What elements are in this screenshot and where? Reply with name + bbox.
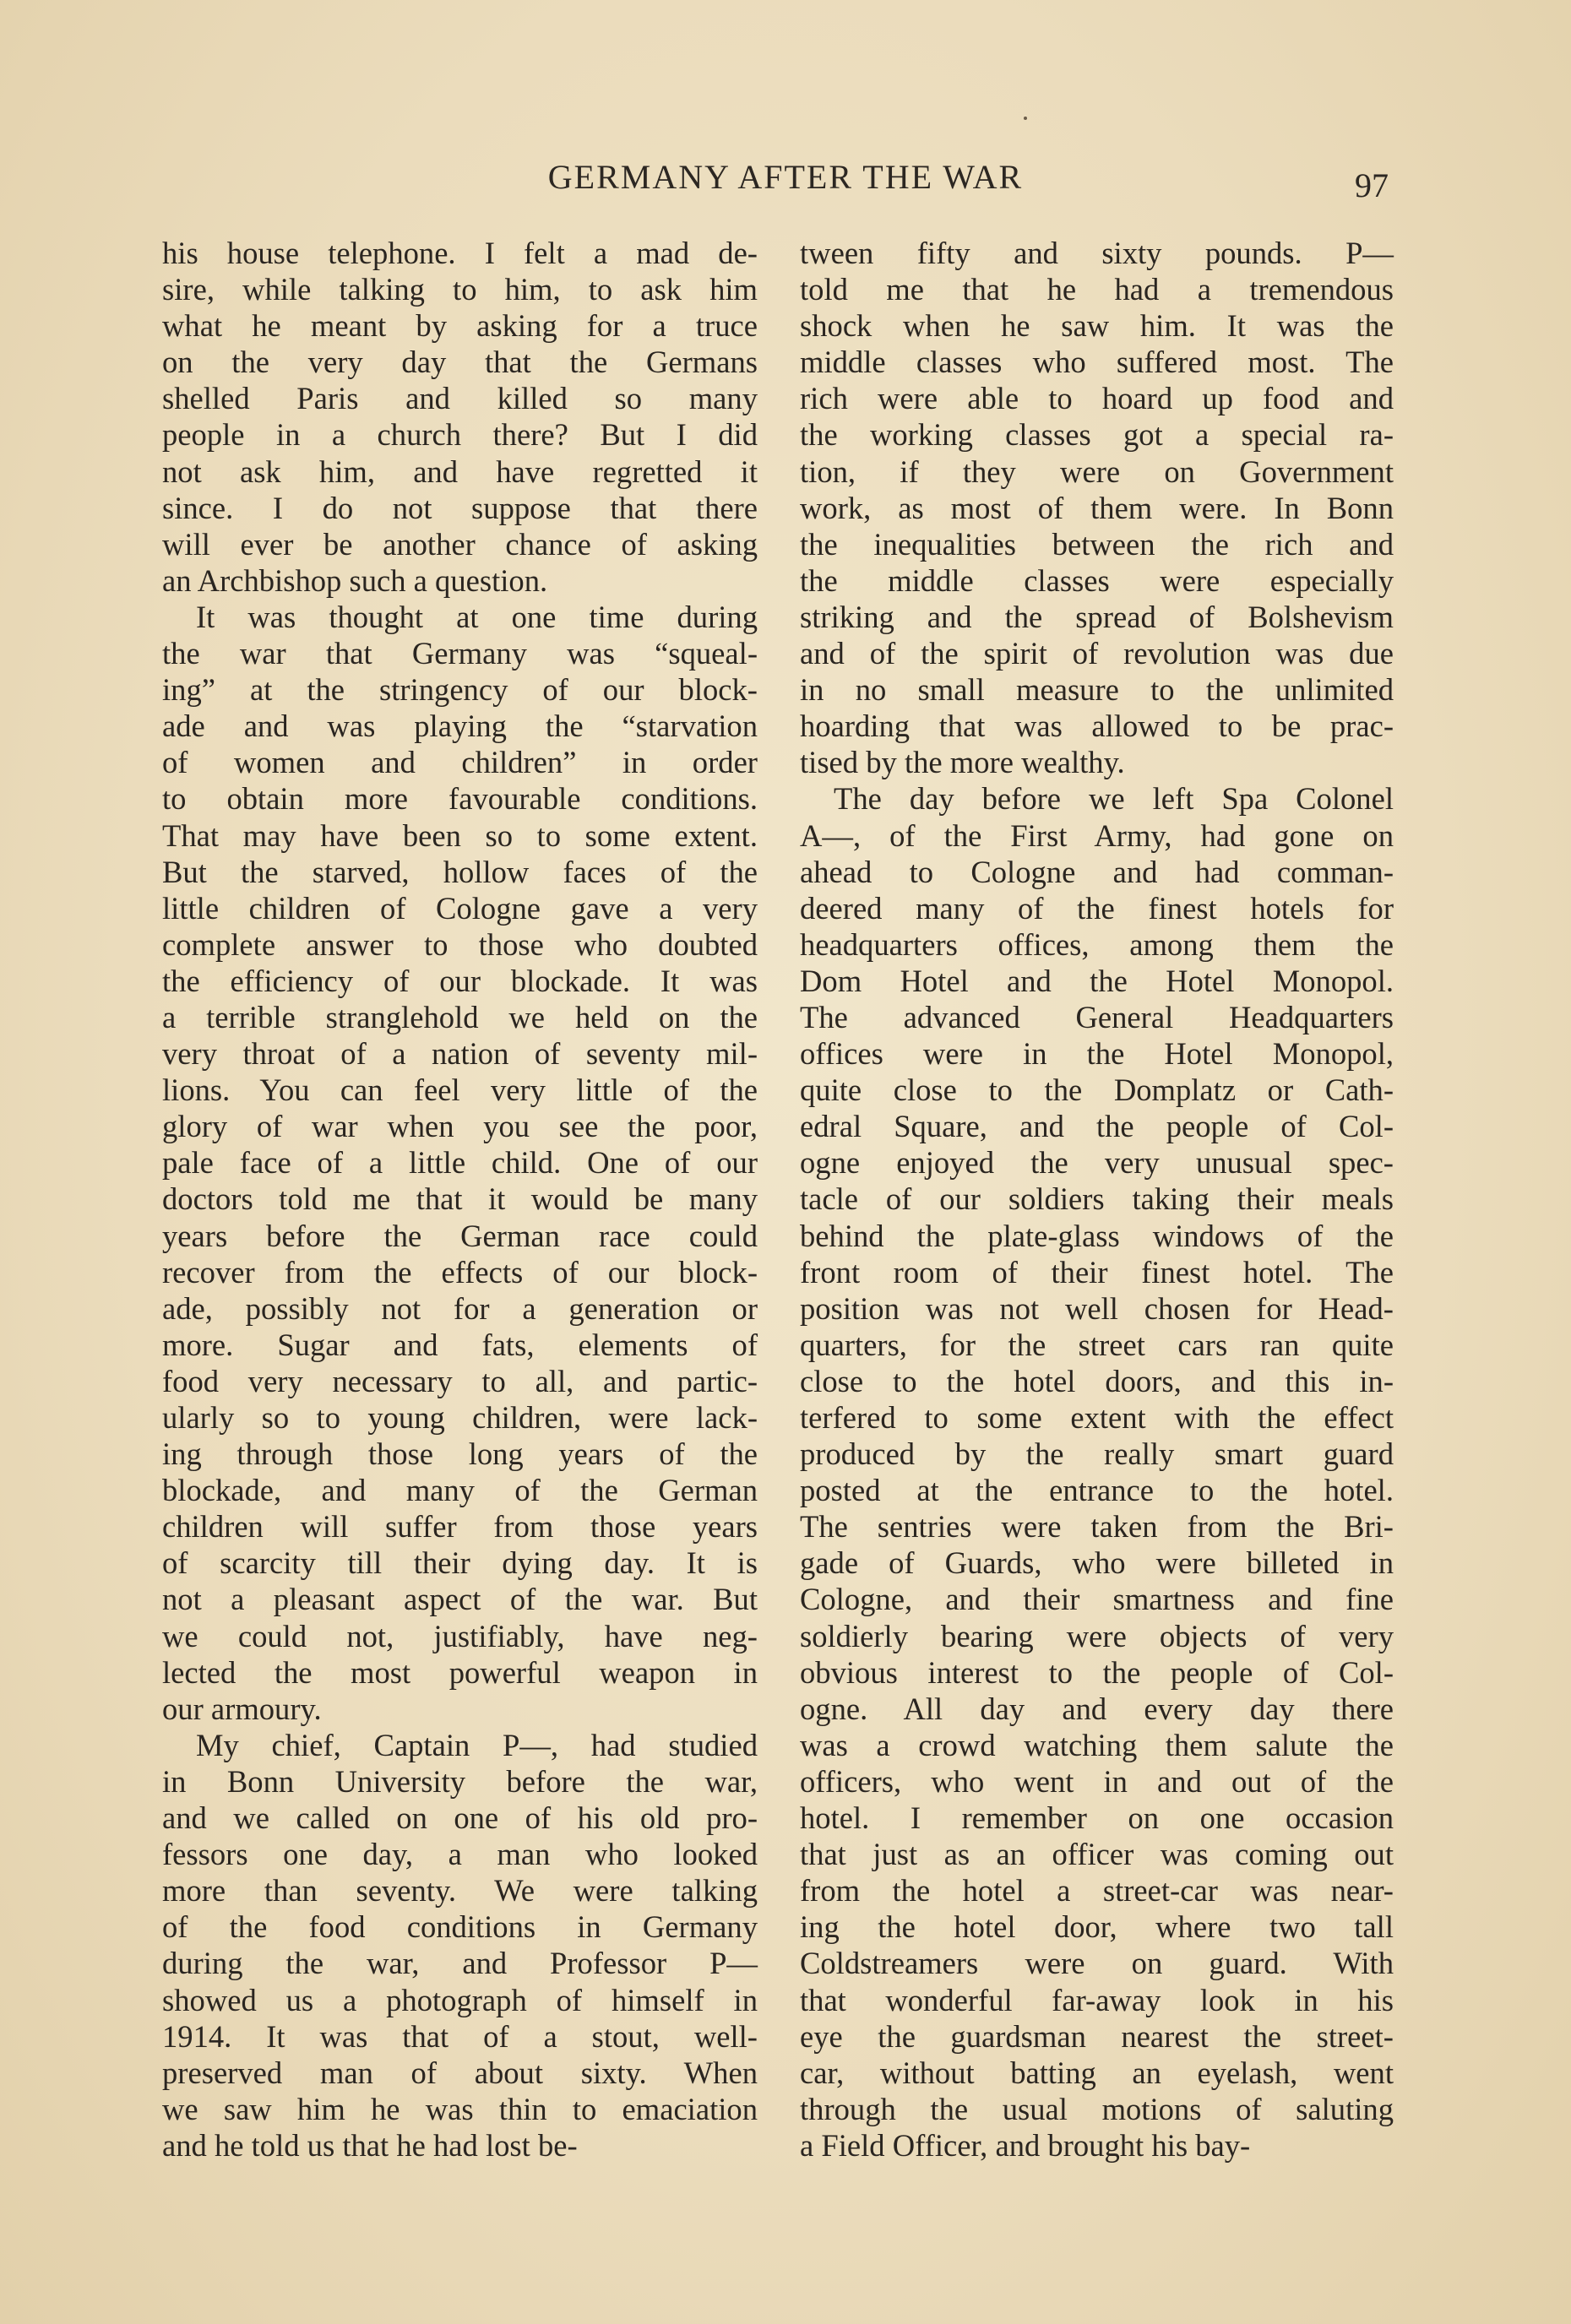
page-number: 97 <box>1355 166 1389 204</box>
text-line: Cologne, and their smartness and fine <box>800 1582 1394 1617</box>
text-line: But the starved, hollow faces of the <box>162 854 758 889</box>
text-line: people in a church there? But I did <box>162 417 758 453</box>
text-line: quite close to the Domplatz or Cath- <box>800 1072 1394 1108</box>
text-line: very throat of a nation of seventy mil- <box>162 1036 758 1072</box>
text-line: That may have been so to some extent. <box>162 817 758 853</box>
text-line: to obtain more favourable conditions. <box>162 781 758 817</box>
text-line: The day before we left Spa Colonel <box>834 781 1394 817</box>
text-line: showed us a photograph of himself in <box>162 1982 758 2017</box>
text-line: preserved man of about sixty. When <box>162 2055 758 2090</box>
text-line: sire, while talking to him, to ask him <box>162 272 758 307</box>
text-line: tacle of our soldiers taking their meals <box>800 1181 1394 1217</box>
text-line: that wonderful far-away look in his <box>800 1982 1394 2017</box>
text-line: the middle classes were especially <box>800 562 1394 598</box>
text-line: blockade, and many of the German <box>162 1473 758 1508</box>
text-line: more. Sugar and fats, elements of <box>162 1327 758 1362</box>
text-line: an Archbishop such a question. <box>162 562 548 598</box>
text-line: officers, who went in and out of the <box>800 1763 1394 1799</box>
text-line: not a pleasant aspect of the war. But <box>162 1582 758 1617</box>
text-line: recover from the effects of our block- <box>162 1254 758 1290</box>
text-line: A—, of the First Army, had gone on <box>800 817 1394 853</box>
text-line: complete answer to those who doubted <box>162 926 758 962</box>
text-line: shock when he saw him. It was the <box>800 308 1394 344</box>
text-line: My chief, Captain P—, had studied <box>196 1727 758 1762</box>
text-line: ogne. All day and every day there <box>800 1691 1394 1726</box>
paper-speck <box>1024 117 1027 120</box>
text-line: was a crowd watching them salute the <box>800 1727 1394 1762</box>
text-line: Coldstreamers were on guard. With <box>800 1946 1394 1981</box>
text-line: tion, if they were on Government <box>800 453 1394 489</box>
text-line: on the very day that the Germans <box>162 345 758 380</box>
text-line: front room of their finest hotel. The <box>800 1254 1394 1290</box>
text-line: Dom Hotel and the Hotel Monopol. <box>800 963 1394 998</box>
text-line: ing” at the stringency of our block- <box>162 672 758 708</box>
text-line: work, as most of them were. In Bonn <box>800 490 1394 525</box>
text-line: and of the spirit of revolution was due <box>800 636 1394 671</box>
text-line: 1914. It was that of a stout, well- <box>162 2018 758 2054</box>
text-line: offices were in the Hotel Monopol, <box>800 1036 1394 1072</box>
text-line: and he told us that he had lost be- <box>162 2127 578 2163</box>
text-line: edral Square, and the people of Col- <box>800 1109 1394 1144</box>
text-line: food very necessary to all, and partic- <box>162 1363 758 1398</box>
text-line: of women and children” in order <box>162 745 758 780</box>
text-line: rich were able to hoard up food and <box>800 381 1394 416</box>
text-line: his house telephone. I felt a mad de- <box>162 236 758 270</box>
text-line: we could not, justifiably, have neg- <box>162 1618 758 1653</box>
text-line: lected the most powerful weapon in <box>162 1654 758 1690</box>
text-line: position was not well chosen for Head- <box>800 1290 1394 1326</box>
text-line: pale face of a little child. One of our <box>162 1145 758 1181</box>
text-line: ularly so to young children, were lack- <box>162 1400 758 1435</box>
text-line: fessors one day, a man who looked <box>162 1837 758 1872</box>
left-column <box>162 235 758 2164</box>
text-line: quarters, for the street cars ran quite <box>800 1327 1394 1362</box>
text-line: eye the guardsman nearest the street- <box>800 2018 1394 2054</box>
text-line: soldierly bearing were objects of very <box>800 1618 1394 1653</box>
text-line: the inequalities between the rich and <box>800 526 1394 562</box>
text-line: tised by the more wealthy. <box>800 745 1125 780</box>
text-line: It was thought at one time during <box>196 599 758 634</box>
text-line: glory of war when you see the poor, <box>162 1109 758 1144</box>
text-line: doctors told me that it would be many <box>162 1181 758 1217</box>
text-line: behind the plate-glass windows of the <box>800 1218 1394 1253</box>
text-line: in no small measure to the unlimited <box>800 672 1394 708</box>
text-line: more than seventy. We were talking <box>162 1873 758 1909</box>
text-line: striking and the spread of Bolshevism <box>800 599 1394 634</box>
text-line: little children of Cologne gave a very <box>162 890 758 926</box>
text-line: a terrible stranglehold we held on the <box>162 999 758 1034</box>
text-line: ade and was playing the “starvation <box>162 709 758 744</box>
text-line: of scarcity till their dying day. It is <box>162 1545 758 1581</box>
text-line: ogne enjoyed the very unusual spec- <box>800 1145 1394 1181</box>
text-line: through the usual motions of saluting <box>800 2091 1394 2126</box>
text-line: we saw him he was thin to emaciation <box>162 2091 758 2126</box>
text-line: years before the German race could <box>162 1218 758 1253</box>
text-line: will ever be another chance of asking <box>162 526 758 562</box>
text-line: children will suffer from those years <box>162 1509 758 1545</box>
text-line: that just as an officer was coming out <box>800 1837 1394 1872</box>
text-line: hoarding that was allowed to be prac- <box>800 709 1394 744</box>
text-line: posted at the entrance to the hotel. <box>800 1473 1394 1508</box>
text-line: not ask him, and have regretted it <box>162 453 758 489</box>
text-line: hotel. I remember on one occasion <box>800 1800 1394 1836</box>
text-line: what he meant by asking for a truce <box>162 308 758 344</box>
text-line: our armoury. <box>162 1691 322 1726</box>
text-line: terfered to some extent with the effect <box>800 1400 1394 1435</box>
text-line: from the hotel a street-car was near- <box>800 1873 1394 1909</box>
text-line: obvious interest to the people of Col- <box>800 1654 1394 1690</box>
text-line: ing the hotel door, where two tall <box>800 1909 1394 1945</box>
text-line: and we called on one of his old pro- <box>162 1800 758 1836</box>
running-head: GERMANY AFTER THE WAR <box>547 158 1024 196</box>
text-line: tween fifty and sixty pounds. P— <box>800 236 1394 270</box>
text-line: during the war, and Professor P— <box>162 1946 758 1981</box>
text-line: produced by the really smart guard <box>800 1436 1394 1472</box>
text-line: the war that Germany was “squeal- <box>162 636 758 671</box>
text-line: The advanced General Headquarters <box>800 999 1394 1034</box>
text-line: the working classes got a special ra- <box>800 417 1394 453</box>
text-line: ade, possibly not for a generation or <box>162 1290 758 1326</box>
text-line: the efficiency of our blockade. It was <box>162 963 758 998</box>
text-line: deered many of the finest hotels for <box>800 890 1394 926</box>
text-line: close to the hotel doors, and this in- <box>800 1363 1394 1398</box>
text-line: middle classes who suffered most. The <box>800 345 1394 380</box>
text-line: car, without batting an eyelash, went <box>800 2055 1394 2090</box>
text-line: since. I do not suppose that there <box>162 490 758 525</box>
text-line: a Field Officer, and brought his bay- <box>800 2127 1251 2163</box>
text-line: ing through those long years of the <box>162 1436 758 1472</box>
text-line: gade of Guards, who were billeted in <box>800 1545 1394 1581</box>
text-line: told me that he had a tremendous <box>800 272 1394 307</box>
text-line: headquarters offices, among them the <box>800 926 1394 962</box>
text-line: of the food conditions in Germany <box>162 1909 758 1945</box>
right-column <box>800 235 1394 2164</box>
text-line: lions. You can feel very little of the <box>162 1072 758 1108</box>
text-line: shelled Paris and killed so many <box>162 381 758 416</box>
text-line: in Bonn University before the war, <box>162 1763 758 1799</box>
text-line: The sentries were taken from the Bri- <box>800 1509 1394 1545</box>
text-line: ahead to Cologne and had comman- <box>800 854 1394 889</box>
